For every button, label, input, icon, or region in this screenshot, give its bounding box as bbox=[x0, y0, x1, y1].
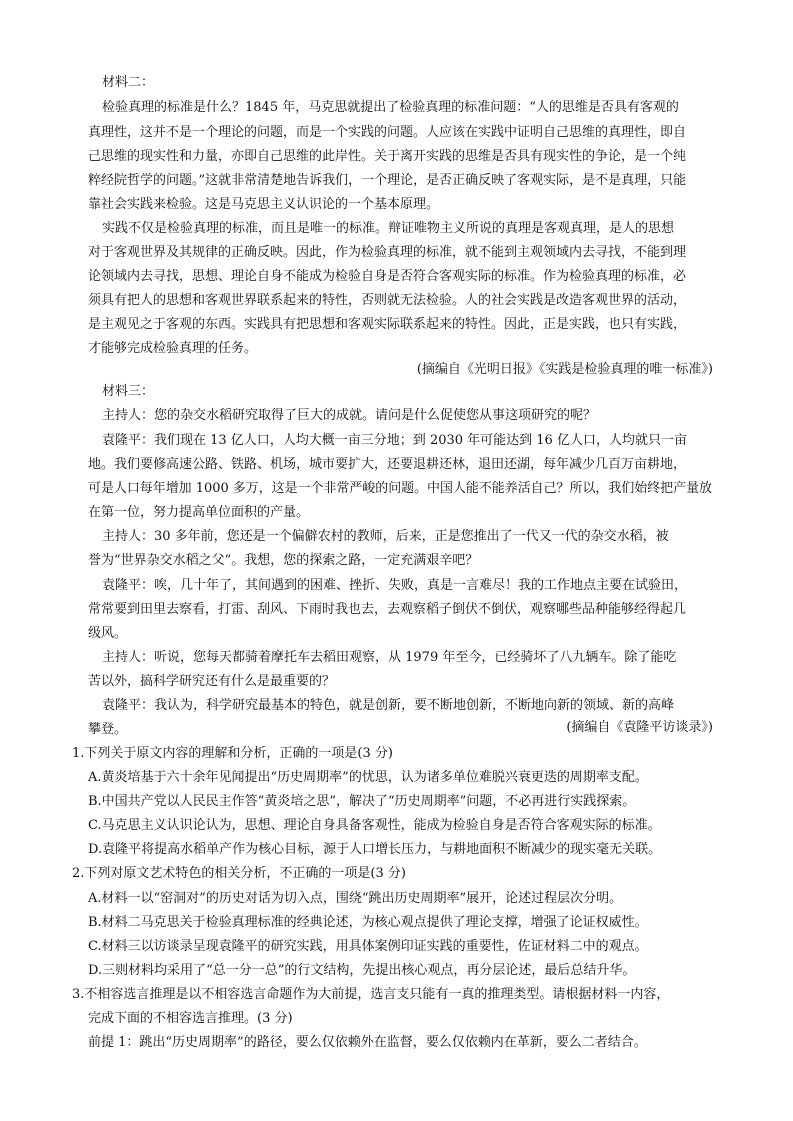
paragraph-line: 须具有把人的思想和客观世界联系起来的特性，否则就无法检验。人的社会实践是改造客观世界的活动， bbox=[88, 293, 687, 308]
question-stem-continued: 完成下面的不相容选言推理。(3 分) bbox=[88, 1011, 293, 1026]
paragraph-line: 实践不仅是检验真理的标准，而且是唯一的标准。辩证唯物主义所说的真理是客观真理，是人的思想 bbox=[102, 221, 675, 236]
paragraph-line: 粹经院哲学的问题。”这就非常清楚地告诉我们，一个理论，是否正确反映了客观实际，是不是真理，只能 bbox=[88, 173, 687, 188]
source-citation: (摘编自《光明日报》《实践是检验真理的唯一标准》) bbox=[416, 362, 713, 377]
paragraph-line: 对于客观世界及其规律的正确反映。因此，作为检验真理的标准，就不能到主观领域内去寻找，不能到理 bbox=[88, 245, 687, 260]
interview-line: 袁隆平：我们现在 13 亿人口，人均大概一亩三分地；到 2030 年可能达到 16 亿人口，人均就只一亩 bbox=[102, 433, 687, 448]
question-option: A.材料一以“窑洞对”的历史对话为切入点，围绕“跳出历史周期率”展开，论述过程层次分明。 bbox=[88, 891, 623, 906]
question-stem: 1.下列关于原文内容的理解和分析，正确的一项是(3 分) bbox=[72, 746, 393, 761]
interview-line: 主持人：您的杂交水稻研究取得了巨大的成就。请问是什么促使您从事这项研究的呢？ bbox=[102, 408, 597, 423]
question-stem: 3.不相容选言推理是以不相容选言命题作为大前提，选言支只能有一真的推理类型。请根据材料一内容， bbox=[72, 987, 670, 1002]
paragraph-line: 靠社会实践来检验。这是马克思主义认识论的一个基本原理。 bbox=[88, 197, 440, 212]
question-option: D.袁隆平将提高水稻单产作为核心目标，源于人口增长压力，与耕地面积不断减少的现实毫无关联。 bbox=[88, 842, 662, 857]
paragraph-line: 论领域内去寻找，思想、理论自身不能成为检验自身是否符合客观实际的标准。作为检验真理的标准，必 bbox=[88, 269, 687, 284]
interview-line: 地。我们要修高速公路、铁路、机场，城市要扩大，还要退耕还林，退田还湖，每年减少几百万亩耕地， bbox=[88, 457, 687, 472]
interview-line: 苦以外，搞科学研究还有什么是最重要的？ bbox=[88, 674, 336, 689]
question-option: C.马克思主义认识论认为，思想、理论自身具备客观性，能成为检验自身是否符合客观实际的标准。 bbox=[88, 818, 661, 833]
material-two-heading: 材料二： bbox=[102, 75, 155, 90]
interview-line: 级风。 bbox=[88, 626, 128, 641]
paragraph-line: 检验真理的标准是什么？1845 年，马克思就提出了检验真理的标准问题：“人的思维是否具有客观的 bbox=[102, 100, 679, 115]
question-option: B.中国共产党以人民民主作答“黄炎培之思”，解决了“历史周期率”问题，不必再进行实践探索。 bbox=[88, 794, 636, 809]
interview-line: 主持人：听说，您每天都骑着摩托车去稻田观察，从 1979 年至今，已经骑坏了八九辆车。除了能吃 bbox=[102, 650, 677, 665]
premise-line: 前提 1：跳出“历史周期率”的路径，要么仅依赖外在监督，要么仅依赖内在革新，要么二者结合。 bbox=[88, 1035, 647, 1050]
paragraph-line: 己思维的现实性和力量，亦即自己思维的此岸性。关于离开实践的思维是否具有现实性的争论，是一个纯 bbox=[88, 149, 687, 164]
interview-line: 攀登。 bbox=[88, 722, 128, 737]
interview-line: 袁隆平：唉，几十年了，其间遇到的困难、挫折、失败，真是一言难尽！我的工作地点主要在试验田， bbox=[102, 578, 688, 593]
material-three-heading: 材料三： bbox=[102, 384, 155, 399]
paragraph-line: 真理性，这并不是一个理论的问题，而是一个实践的问题。人应该在实践中证明自己思维的真理性，即自 bbox=[88, 125, 687, 140]
interview-line: 誉为“世界杂交水稻之父”。我想，您的探索之路，一定充满艰辛吧？ bbox=[88, 553, 479, 568]
interview-line: 常常要到田里去察看，打雷、刮风、下雨时我也去，去观察稻子倒伏不倒伏，观察哪些品种能够经得起几 bbox=[88, 602, 687, 617]
paragraph-line: 才能够完成检验真理的任务。 bbox=[88, 341, 258, 356]
question-option: C.材料三以访谈录呈现袁隆平的研究实践，用具体案例印证实践的重要性，佐证材料二中的观点。 bbox=[88, 939, 648, 954]
interview-line: 主持人：30 多年前，您还是一个偏僻农村的教师，后来，正是您推出了一代又一代的杂交水稻，被 bbox=[102, 529, 669, 544]
question-stem: 2.下列对原文艺术特色的相关分析，不正确的一项是(3 分) bbox=[72, 866, 406, 881]
question-option: B.材料二马克思关于检验真理标准的经典论述，为核心观点提供了理论支撑，增强了论证权威性。 bbox=[88, 915, 648, 930]
interview-line: 袁隆平：我认为，科学研究最基本的特色，就是创新，要不断地创新，不断地向新的领域、新的高峰 bbox=[102, 698, 675, 713]
question-option: A.黄炎培基于六十余年见闻提出“历史周期率”的忧思，认为诸多单位难脱兴衰更迭的周期率支配。 bbox=[88, 770, 648, 785]
question-option: D.三则材料均采用了“总一分一总”的行文结构，先提出核心观点，再分层论述，最后总结升华。 bbox=[88, 963, 636, 978]
paragraph-line: 是主观见之于客观的东西。实践具有把思想和客观实际联系起来的特性。因此，正是实践，也只有实践， bbox=[88, 317, 687, 332]
interview-line: 可是人口每年增加 1000 多万，这是一个非常严峻的问题。中国人能不能养活自己？所以，我们始终把产量放 bbox=[88, 481, 712, 496]
source-citation: (摘编自《袁隆平访谈录》) bbox=[566, 720, 713, 735]
interview-line: 在第一位，努力提高单位面积的产量。 bbox=[88, 505, 310, 520]
